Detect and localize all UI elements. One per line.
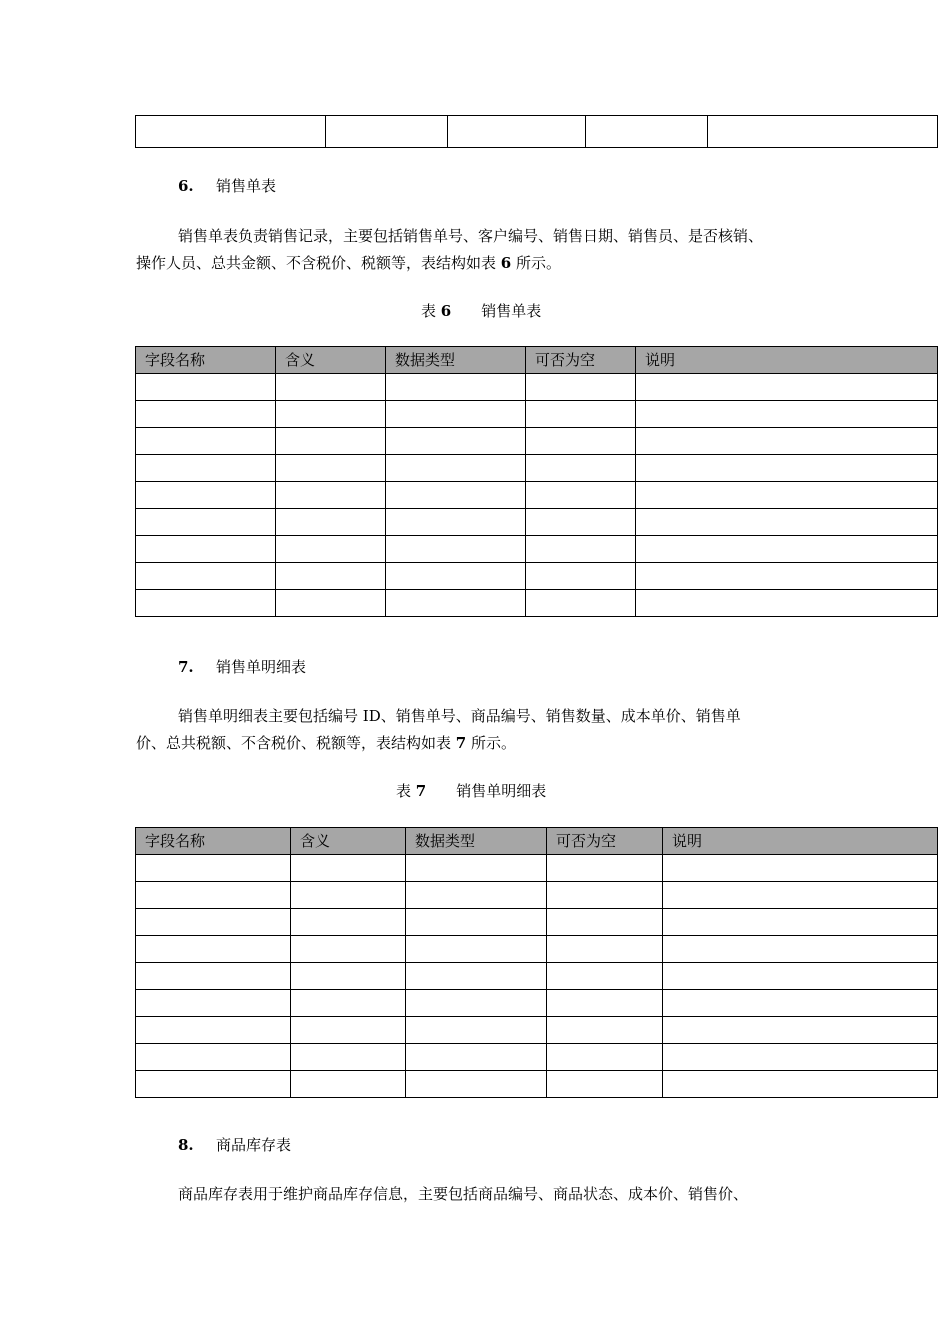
paragraph-line (136, 730, 816, 757)
table-cell (547, 882, 663, 909)
table-row (136, 882, 938, 909)
table-cell (386, 590, 526, 617)
paragraph-line: 商品库存表用于维护商品库存信息，主要包括商品编号、商品状态、成本价、销售价、 (178, 1185, 749, 1203)
text-span: 所示。 (516, 254, 562, 272)
table-cell (547, 990, 663, 1017)
table-row (136, 563, 938, 590)
table-cell (636, 455, 938, 482)
column-header: 含义 (291, 828, 406, 855)
table-cell (448, 116, 586, 148)
table-cell (663, 1071, 938, 1098)
table-cell (708, 116, 938, 148)
table-cell (276, 536, 386, 563)
section-7-heading (178, 657, 306, 677)
text-span: 所示。 (471, 734, 517, 752)
table-6 (135, 346, 938, 617)
table-cell (663, 936, 938, 963)
section-8-paragraph (136, 1181, 816, 1208)
table-cell (636, 536, 938, 563)
caption-number: 7 (415, 782, 427, 800)
text-span: 操作人员、总共金额、不含税价、税额等，表结构如表 (136, 254, 497, 272)
table-header-row (136, 828, 938, 855)
paragraph-line: 销售单表负责销售记录，主要包括销售单号、客户编号、销售日期、销售员、是否核销、 (178, 227, 764, 245)
table-row (136, 1044, 938, 1071)
table-cell (386, 428, 526, 455)
table-cell (136, 509, 276, 536)
section-number: 7. (178, 658, 194, 676)
table-row (136, 909, 938, 936)
table-cell (386, 482, 526, 509)
table-cell (276, 374, 386, 401)
caption-title: 销售单明细表 (456, 782, 547, 800)
table-cell (636, 563, 938, 590)
table-cell (276, 509, 386, 536)
column-header: 字段名称 (136, 347, 276, 374)
table-cell (136, 990, 291, 1017)
table-cell (276, 401, 386, 428)
section-title: 销售单表 (216, 177, 277, 195)
table-cell (406, 963, 547, 990)
table-cell (636, 374, 938, 401)
table-cell (586, 116, 708, 148)
table-cell (136, 590, 276, 617)
table-cell (663, 1044, 938, 1071)
section-number: 8. (178, 1136, 194, 1154)
table-cell (526, 536, 636, 563)
table-cell (526, 455, 636, 482)
table-cell (136, 882, 291, 909)
table-cell (526, 563, 636, 590)
table-cell (406, 909, 547, 936)
table-cell (136, 563, 276, 590)
table-cell (526, 374, 636, 401)
column-header: 数据类型 (406, 828, 547, 855)
table-cell (291, 990, 406, 1017)
table-row (136, 374, 938, 401)
section-title: 销售单明细表 (216, 658, 307, 676)
table-cell (636, 590, 938, 617)
table-cell (276, 482, 386, 509)
table-row (136, 509, 938, 536)
table-cell (663, 855, 938, 882)
caption-number: 6 (440, 302, 452, 320)
table-cell (636, 509, 938, 536)
table-row (136, 455, 938, 482)
table-cell (547, 1071, 663, 1098)
table-cell (386, 563, 526, 590)
table-cell (276, 428, 386, 455)
section-8-heading (178, 1135, 291, 1155)
table-header-row (136, 347, 938, 374)
table-cell (663, 909, 938, 936)
table-cell (526, 428, 636, 455)
table-cell (386, 455, 526, 482)
table-cell (136, 536, 276, 563)
table-row (136, 855, 938, 882)
table-cell (136, 1071, 291, 1098)
table-row (136, 401, 938, 428)
table-cell (291, 909, 406, 936)
table-cell (276, 590, 386, 617)
table-row (136, 428, 938, 455)
table-cell (136, 936, 291, 963)
section-7-paragraph (136, 703, 816, 757)
table-cell (136, 455, 276, 482)
table-7-caption (396, 781, 546, 801)
table-cell (547, 936, 663, 963)
table-row (136, 590, 938, 617)
column-header: 数据类型 (386, 347, 526, 374)
table-cell (526, 590, 636, 617)
table-cell (386, 509, 526, 536)
table-cell (291, 1044, 406, 1071)
table-reference: 7 (455, 734, 467, 752)
caption-prefix: 表 (421, 302, 437, 320)
section-title: 商品库存表 (216, 1136, 292, 1154)
table-cell (406, 1017, 547, 1044)
caption-prefix: 表 (396, 782, 412, 800)
previous-table-tail (135, 115, 938, 148)
table-cell (136, 401, 276, 428)
table-cell (291, 1017, 406, 1044)
table-cell (663, 990, 938, 1017)
table-cell (636, 428, 938, 455)
table-row (136, 1017, 938, 1044)
table-cell (386, 374, 526, 401)
table-cell (547, 855, 663, 882)
table-cell (276, 455, 386, 482)
caption-title: 销售单表 (481, 302, 542, 320)
table-cell (386, 401, 526, 428)
table-cell (291, 882, 406, 909)
table-row (136, 963, 938, 990)
table-cell (663, 963, 938, 990)
table-6-caption (421, 301, 541, 321)
table-cell (406, 855, 547, 882)
table-reference: 6 (500, 254, 512, 272)
column-header: 说明 (663, 828, 938, 855)
table-cell (136, 909, 291, 936)
table-cell (136, 963, 291, 990)
table-cell (291, 1071, 406, 1098)
table-7 (135, 827, 938, 1098)
column-header: 说明 (636, 347, 938, 374)
section-number: 6. (178, 177, 194, 195)
table-cell (136, 482, 276, 509)
text-span: 价、总共税额、不含税价、税额等，表结构如表 (136, 734, 452, 752)
table-cell (547, 1017, 663, 1044)
table-cell (326, 116, 448, 148)
table-cell (406, 882, 547, 909)
table-cell (547, 1044, 663, 1071)
table-cell (291, 855, 406, 882)
table-cell (136, 855, 291, 882)
table-cell (636, 482, 938, 509)
table-cell (291, 963, 406, 990)
table-row (136, 990, 938, 1017)
table-row (136, 1071, 938, 1098)
table-row (136, 936, 938, 963)
table-cell (663, 1017, 938, 1044)
table-cell (406, 1071, 547, 1098)
section-6-paragraph (136, 223, 816, 277)
paragraph-line (136, 250, 816, 277)
table-cell (136, 1044, 291, 1071)
table-cell (526, 401, 636, 428)
table-cell (406, 1044, 547, 1071)
table-cell (526, 482, 636, 509)
table-cell (136, 1017, 291, 1044)
table-cell (547, 963, 663, 990)
table-cell (663, 882, 938, 909)
table-cell (291, 936, 406, 963)
paragraph-line: 销售单明细表主要包括编号 ID、销售单号、商品编号、销售数量、成本单价、销售单 (178, 707, 741, 725)
table-cell (526, 509, 636, 536)
table-cell (406, 990, 547, 1017)
column-header: 可否为空 (547, 828, 663, 855)
column-header: 字段名称 (136, 828, 291, 855)
table-cell (136, 116, 326, 148)
section-6-heading (178, 176, 276, 196)
table-cell (276, 563, 386, 590)
table-cell (386, 536, 526, 563)
column-header: 含义 (276, 347, 386, 374)
table-cell (636, 401, 938, 428)
table-cell (136, 374, 276, 401)
table-row (136, 482, 938, 509)
table-cell (406, 936, 547, 963)
table-row (136, 116, 938, 148)
table-cell (136, 428, 276, 455)
table-row (136, 536, 938, 563)
table-cell (547, 909, 663, 936)
column-header: 可否为空 (526, 347, 636, 374)
